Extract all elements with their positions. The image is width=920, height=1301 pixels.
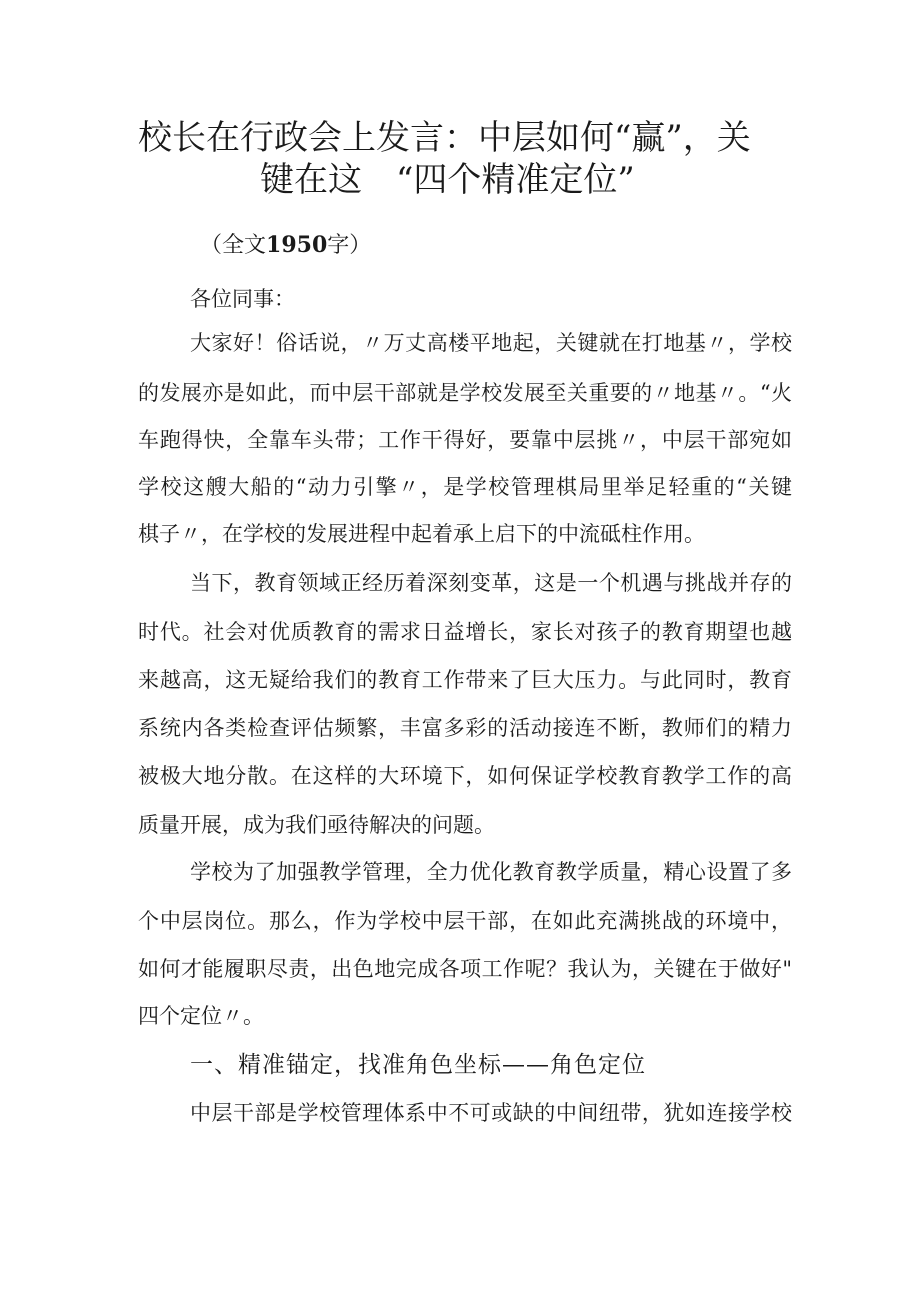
paragraph-line: 学校这艘大船的“动力引擎〃，是学校管理棋局里举足轻重的“关键: [138, 475, 792, 499]
paragraph-line: 中层干部是学校管理体系中不可或缺的中间纽带，犹如连接学校: [190, 1101, 792, 1125]
paragraph-line: 四个定位〃。: [138, 1004, 264, 1028]
word-count-close: 字）: [327, 233, 372, 258]
paragraph-line: 车跑得快，全靠车头带；工作干得好，要靠中层挑〃，中层干部宛如: [138, 428, 792, 452]
paragraph-line: 如何才能履职尽责，出色地完成各项工作呢？我认为，关键在于做好": [138, 957, 792, 981]
salutation: 各位同事：: [190, 287, 295, 311]
paragraph-line: 时代。社会对优质教育的需求日益增长，家长对孩子的教育期望也越: [138, 620, 792, 644]
paragraph-line: 当下，教育领域正经历着深刻变革，这是一个机遇与挑战并存的: [190, 571, 792, 595]
paragraph-line: 系统内各类检查评估频繁，丰富多彩的活动接连不断，教师们的精力: [138, 716, 792, 740]
paragraph-line: 学校为了加强教学管理，全力优化教育教学质量，精心设置了多: [190, 860, 792, 884]
paragraph-line: 质量开展，成为我们亟待解决的问题。: [138, 813, 495, 837]
paragraph-line: 被极大地分散。在这样的大环境下，如何保证学校教育教学工作的高: [138, 764, 792, 788]
word-count: [200, 230, 371, 261]
paragraph-line: 棋子〃，在学校的发展进程中起着承上启下的中流砥柱作用。: [138, 522, 705, 546]
word-count-open: （全文: [200, 233, 267, 258]
paragraph-line: 个中层岗位。那么，作为学校中层干部，在如此充满挑战的环境中，: [138, 909, 792, 933]
paragraph-line: 来越高，这无疑给我们的教育工作带来了巨大压力。与此同时，教育: [138, 668, 792, 692]
section-heading: 一、精准锚定，找准角色坐标——角色定位: [190, 1052, 646, 1078]
document-title-line-2: 键在这 “四个精准定位”: [260, 160, 635, 200]
paragraph-line: 的发展亦是如此，而中层干部就是学校发展至关重要的〃地基〃。“火: [138, 381, 792, 405]
document-title-line-1: 校长在行政会上发言：中层如何“赢”，关: [138, 118, 751, 158]
word-count-number: 1950: [266, 232, 328, 258]
paragraph-line: 大家好！俗话说，〃万丈高楼平地起，关键就在打地基〃，学校: [190, 331, 792, 355]
